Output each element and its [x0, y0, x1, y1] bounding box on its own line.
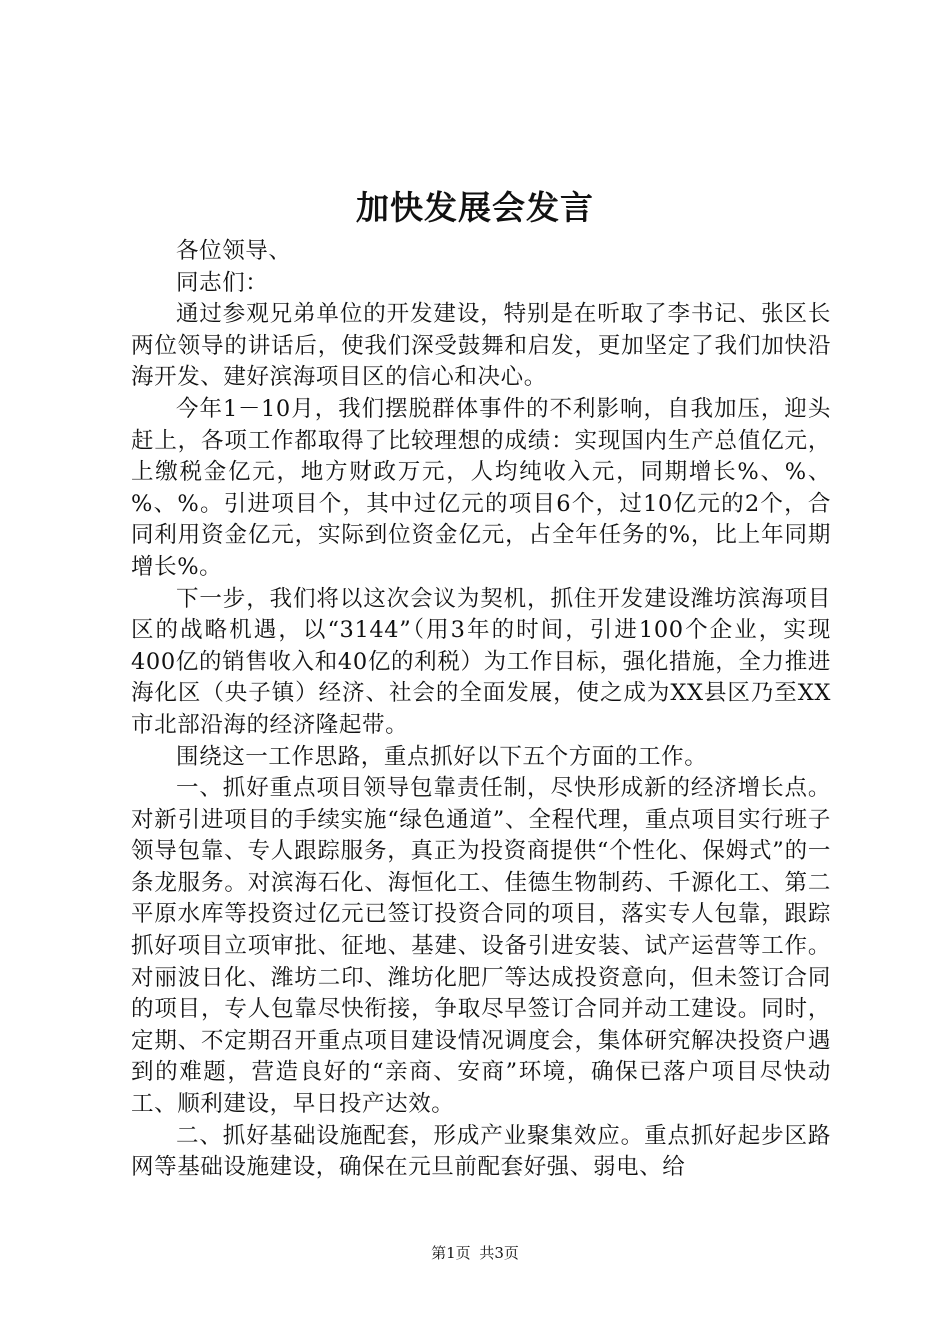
salutation-comrades: 同志们：	[176, 269, 269, 296]
page-total: 共3页	[479, 1244, 519, 1262]
body-paragraph: 二、抓好基础设施配套，形成产业聚集效应。重点抓好起步区路网等基础设施建设，确保在元旦前配套好强、弱电、给	[131, 1122, 831, 1181]
document-title: 加快发展会发言	[356, 188, 594, 227]
page-number: 第1页	[431, 1244, 471, 1262]
body-paragraph: 通过参观兄弟单位的开发建设，特别是在听取了李书记、张区长两位领导的讲话后，使我们深受鼓舞和启发，更加坚定了我们加快沿海开发、建好滨海项目区的信心和决心。	[131, 301, 831, 391]
body-paragraph: 今年1－10月，我们摆脱群体事件的不利影响，自我加压，迎头赶上，各项工作都取得了比较理想的成绩：实现国内生产总值亿元，上缴税金亿元，地方财政万元，人均纯收入元，同期增长%、%、%、%。引进项目个，其中过亿元的项目6个，过10亿元的2个，合同利用资金亿元，实际到位资金亿元，占全年任务的%，比上年同期增长%。	[131, 395, 831, 580]
body-paragraph: 一、抓好重点项目领导包靠责任制，尽快形成新的经济增长点。对新引进项目的手续实施“绿色通道”、全程代理，重点项目实行班子领导包靠、专人跟踪服务，真正为投资商提供“个性化、保姆式”的一条龙服务。对滨海石化、海恒化工、佳德生物制药、千源化工、第二平原水库等投资过亿元已签订投资合同的项目，落实专人包靠，跟踪抓好项目立项审批、征地、基建、设备引进安装、试产运营等工作。对丽波日化、潍坊二印、潍坊化肥厂等达成投资意向，但未签订合同的项目，专人包靠尽快衔接，争取尽早签订合同并动工建设。同时，定期、不定期召开重点项目建设情况调度会，集体研究解决投资户遇到的难题，营造良好的“亲商、安商”环境，确保已落户项目尽快动工、顺利建设，早日投产达效。	[131, 775, 831, 1118]
salutation-leaders: 各位领导、	[176, 238, 292, 264]
page-footer	[0, 1243, 950, 1263]
body-paragraph: 下一步，我们将以这次会议为契机，抓住开发建设潍坊滨海项目区的战略机遇，以“3144”（用3年的时间，引进100个企业，实现400亿的销售收入和40亿的利税）为工作目标，强化措施，全力推进海化区（央子镇）经济、社会的全面发展，使之成为XX县区乃至XX市北部沿海的经济隆起带。	[131, 585, 831, 738]
body-paragraph: 围绕这一工作思路，重点抓好以下五个方面的工作。	[176, 743, 708, 770]
document-body	[131, 236, 831, 1184]
